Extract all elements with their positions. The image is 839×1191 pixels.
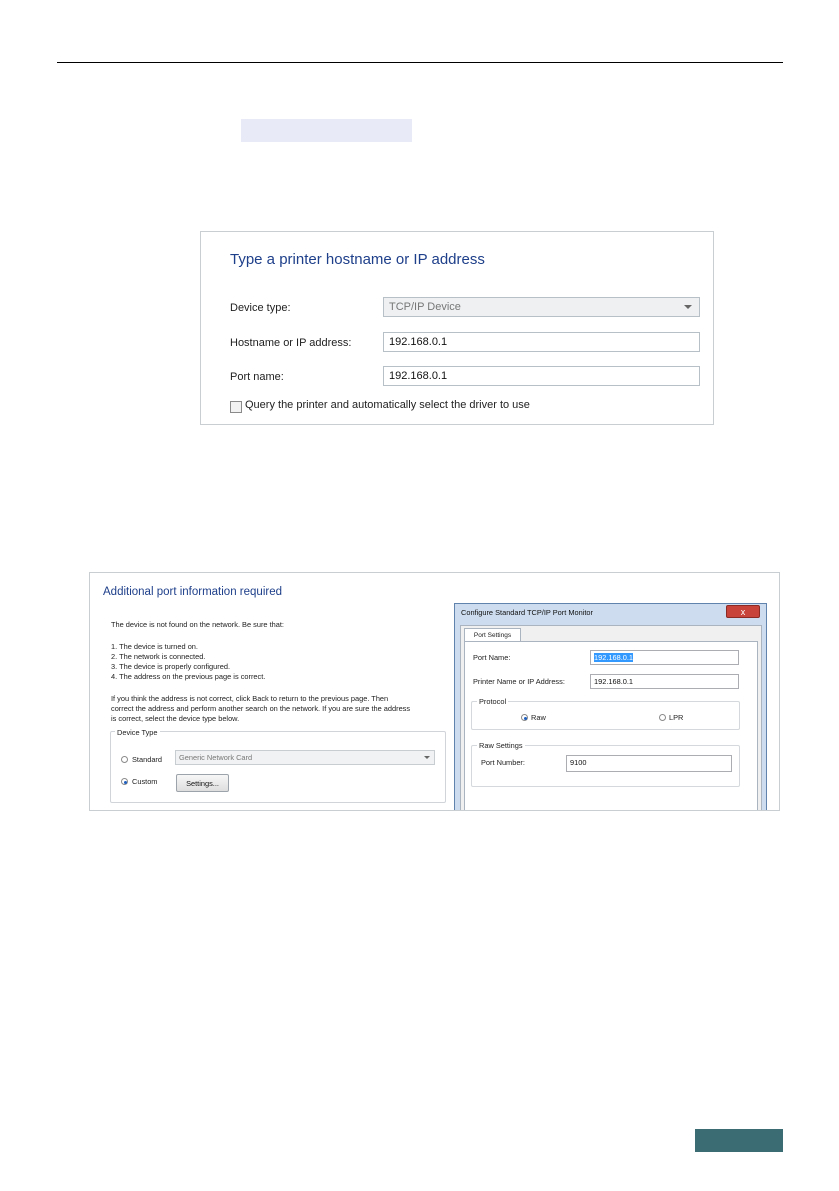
- port-monitor-dialog: [454, 603, 767, 811]
- port-name-label: Port Name:: [473, 653, 511, 662]
- hostname-input[interactable]: [383, 332, 700, 352]
- panel-title: Type a printer hostname or IP address: [230, 251, 485, 268]
- query-printer-label: Query the printer and automatically select the driver to use: [245, 399, 530, 411]
- hostname-value: 192.168.0.1: [389, 336, 448, 348]
- lpr-radio[interactable]: [659, 714, 666, 721]
- advice-line: If you think the address is not correct, click Back to return to the previous page. Then: [111, 694, 389, 703]
- dialog-title: Configure Standard TCP/IP Port Monitor: [461, 608, 594, 617]
- additional-port-panel: [89, 572, 780, 811]
- intro-text: The device is not found on the network. Be sure that:: [111, 620, 284, 629]
- port-number-label: Port Number:: [481, 758, 525, 767]
- chevron-down-icon: [424, 756, 430, 759]
- raw-radio[interactable]: [521, 714, 528, 721]
- checklist-item: 1. The device is turned on.: [111, 642, 198, 651]
- printer-name-input[interactable]: [590, 674, 739, 689]
- dialog-body: [460, 625, 762, 811]
- close-icon[interactable]: x: [726, 605, 760, 618]
- device-type-select[interactable]: [383, 297, 700, 317]
- port-number-value: 9100: [570, 758, 587, 767]
- port-name-label: Port name:: [230, 371, 284, 383]
- standard-radio[interactable]: [121, 756, 128, 763]
- header-rule: [57, 62, 783, 63]
- highlight-bar: [241, 119, 412, 142]
- standard-label: Standard: [132, 755, 162, 764]
- custom-radio[interactable]: [121, 778, 128, 785]
- device-type-label: Device type:: [230, 302, 291, 314]
- standard-device-select[interactable]: [175, 750, 435, 765]
- query-printer-checkbox[interactable]: [230, 401, 242, 413]
- printer-name-value: 192.168.0.1: [594, 677, 634, 686]
- footer-tab: [695, 1129, 783, 1152]
- checklist-item: 3. The device is properly configured.: [111, 662, 231, 671]
- settings-button[interactable]: Settings...: [176, 774, 229, 792]
- port-name-value: 192.168.0.1: [389, 370, 448, 382]
- raw-settings-group-label: Raw Settings: [479, 741, 523, 750]
- device-type-group: [110, 731, 446, 803]
- checklist-item: 2. The network is connected.: [111, 652, 206, 661]
- printer-hostname-panel: [200, 231, 714, 425]
- checklist-item: 4. The address on the previous page is correct.: [111, 672, 266, 681]
- protocol-group-label: Protocol: [479, 697, 507, 706]
- device-type-value: TCP/IP Device: [389, 301, 461, 313]
- port-name-input[interactable]: [383, 366, 700, 386]
- hostname-label: Hostname or IP address:: [230, 337, 352, 349]
- custom-label: Custom: [132, 777, 158, 786]
- standard-device-value: Generic Network Card: [179, 753, 253, 762]
- port-number-input[interactable]: [566, 755, 732, 772]
- raw-label: Raw: [531, 713, 546, 722]
- port-name-value: 192.168.0.1: [594, 653, 634, 662]
- tab-port-settings[interactable]: Port Settings: [464, 628, 521, 642]
- device-type-group-label: Device Type: [117, 728, 158, 737]
- printer-name-label: Printer Name or IP Address:: [473, 677, 565, 686]
- advice-line: correct the address and perform another search on the network. If you are sure the address: [111, 704, 411, 713]
- advice-line: is correct, select the device type below.: [111, 714, 240, 723]
- port-name-input[interactable]: [590, 650, 739, 665]
- chevron-down-icon: [684, 305, 692, 309]
- protocol-group: [471, 701, 740, 730]
- panel-title: Additional port information required: [103, 586, 282, 598]
- lpr-label: LPR: [669, 713, 684, 722]
- port-settings-panel: [464, 641, 758, 811]
